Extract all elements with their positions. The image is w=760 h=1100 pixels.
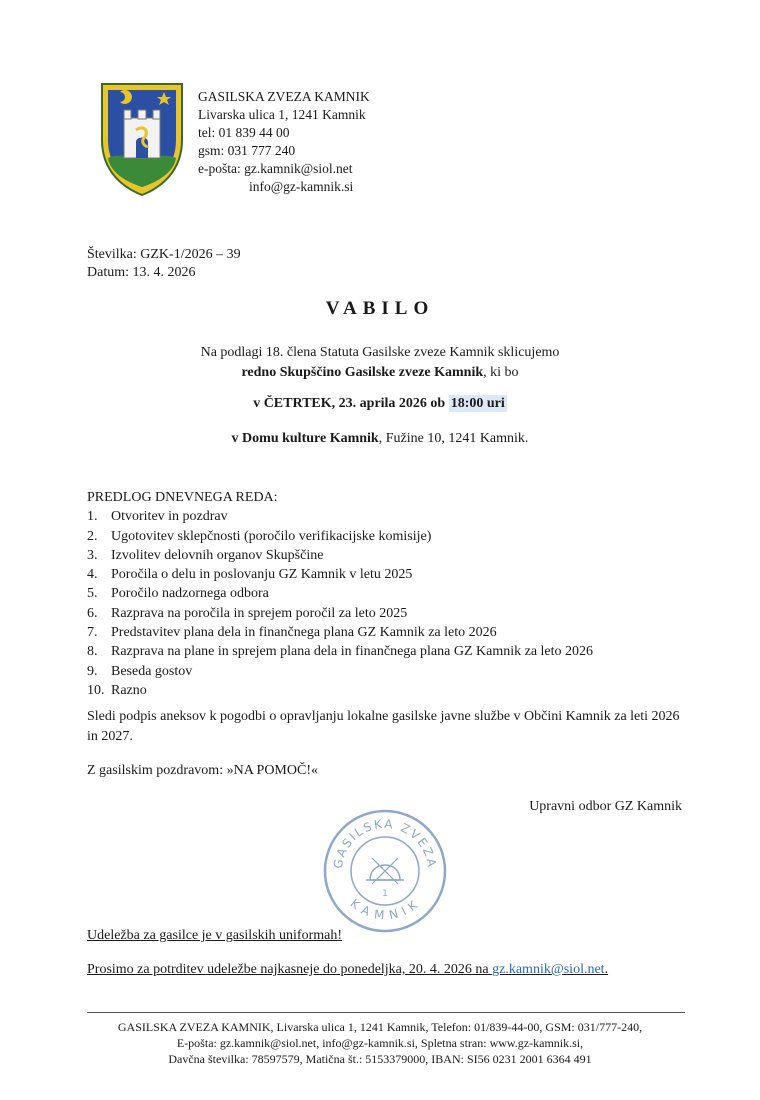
event-date: v ČETRTEK, 23. aprila 2026 ob xyxy=(253,396,449,411)
agenda-list xyxy=(87,507,593,700)
greeting: Z gasilskim pozdravom: »NA POMOČ!« xyxy=(87,763,318,778)
item-number: 5. xyxy=(87,586,98,602)
org-name: GASILSKA ZVEZA KAMNIK xyxy=(198,89,370,104)
stamp-icon xyxy=(322,808,448,934)
document-date: Datum: 13. 4. 2026 xyxy=(87,265,196,280)
list-item xyxy=(87,642,593,661)
org-gsm: gsm: 031 777 240 xyxy=(198,143,296,158)
item-number: 3. xyxy=(87,547,98,563)
footer-divider xyxy=(87,1012,685,1013)
item-text: Poročilo nadzornega odbora xyxy=(111,586,269,602)
confirm-text: Prosimo za potrditev udeležbe najkasneje do ponedeljka, 20. 4. 2026 na xyxy=(87,962,493,977)
item-number: 1. xyxy=(87,509,98,525)
list-item xyxy=(87,662,593,681)
stamp-top-text: GASILSKA ZVEZA xyxy=(330,816,440,870)
annex-note: Sledi podpis aneksov k pogodbi o opravljanju lokalne gasilske javne službe v Občini Kamnik za leti 2026 in 2027. xyxy=(87,709,680,744)
stamp-number: 1 xyxy=(382,889,388,899)
item-number: 4. xyxy=(87,567,98,583)
page-title: VABILO xyxy=(325,298,435,319)
document-number: Številka: GZK-1/2026 – 39 xyxy=(87,247,241,262)
org-address: Livarska ulica 1, 1241 Kamnik xyxy=(198,107,366,122)
attendance-note: Udeležba za gasilce je v gasilskih uniformah! xyxy=(87,928,343,943)
signature: Upravni odbor GZ Kamnik xyxy=(529,799,682,814)
intro-bold: redno Skupščino Gasilske zveze Kamnik xyxy=(241,365,484,380)
org-email: e-pošta: gz.kamnik@siol.net xyxy=(198,161,353,176)
svg-text:KAMNIK xyxy=(348,896,423,922)
location-venue: v Domu kulture Kamnik xyxy=(231,431,379,446)
item-text: Razprava na poročila in sprejem poročil za leto 2025 xyxy=(111,605,408,621)
item-number: 7. xyxy=(87,625,98,641)
intro-line-2 xyxy=(0,363,760,383)
item-number: 9. xyxy=(87,663,98,679)
event-datetime xyxy=(0,396,760,412)
footer-line-3: Davčna številka: 78597579, Matična št.: 5153379000, IBAN: SI56 0231 2001 6364 491 xyxy=(168,1052,592,1066)
event-location xyxy=(0,431,760,447)
list-item xyxy=(87,546,593,565)
item-number: 2. xyxy=(87,528,98,544)
agenda xyxy=(87,488,593,700)
list-item xyxy=(87,527,593,546)
coat-of-arms-icon xyxy=(96,80,188,198)
list-item xyxy=(87,565,593,584)
item-text: Izvolitev delovnih organov Skupščine xyxy=(111,547,324,563)
item-text: Beseda gostov xyxy=(111,663,193,679)
item-number: 6. xyxy=(87,605,98,621)
event-time: 18:00 uri xyxy=(450,396,505,411)
intro-line-1: Na podlagi 18. člena Statuta Gasilske zveze Kamnik sklicujemo xyxy=(200,345,560,360)
footer xyxy=(0,1019,760,1067)
location-address: , Fužine 10, 1241 Kamnik. xyxy=(378,431,529,446)
footer-line-2: E-pošta: gz.kamnik@siol.net, info@gz-kamnik.si, Spletna stran: www.gz-kamnik.si, xyxy=(176,1036,584,1050)
org-email-secondary: info@gz-kamnik.si xyxy=(249,179,354,194)
footer-line-1: GASILSKA ZVEZA KAMNIK, Livarska ulica 1, 1241 Kamnik, Telefon: 01/839-44-00, GSM: 031/777-240, xyxy=(117,1020,643,1034)
document-meta xyxy=(87,246,241,282)
list-item xyxy=(87,681,593,700)
org-tel: tel: 01 839 44 00 xyxy=(198,125,290,140)
intro-rest: , ki bo xyxy=(483,365,519,380)
item-text: Otvoritev in pozdrav xyxy=(111,509,228,525)
item-number: 10. xyxy=(87,682,105,698)
item-text: Razprava na plane in sprejem plana dela in finančnega plana GZ Kamnik za leto 2026 xyxy=(111,644,594,660)
item-text: Predstavitev plana dela in finančnega plana GZ Kamnik za leto 2026 xyxy=(111,625,497,641)
item-text: Ugotovitev sklepčnosti (poročilo verifikacijske komisije) xyxy=(111,528,432,544)
list-item xyxy=(87,604,593,623)
confirm-end: . xyxy=(604,962,609,977)
organization-header xyxy=(198,88,370,196)
item-text: Razno xyxy=(111,682,147,698)
list-item xyxy=(87,623,593,642)
list-item xyxy=(87,584,593,603)
item-text: Poročila o delu in poslovanju GZ Kamnik v letu 2025 xyxy=(111,567,413,583)
agenda-heading: PREDLOG DNEVNEGA REDA: xyxy=(87,490,278,505)
stamp-bottom-text: KAMNIK xyxy=(347,896,423,923)
confirmation-note xyxy=(87,962,608,978)
list-item xyxy=(87,507,593,526)
item-number: 8. xyxy=(87,644,98,660)
confirm-email-link[interactable]: gz.kamnik@siol.net xyxy=(492,962,605,977)
intro-paragraph xyxy=(0,343,760,383)
